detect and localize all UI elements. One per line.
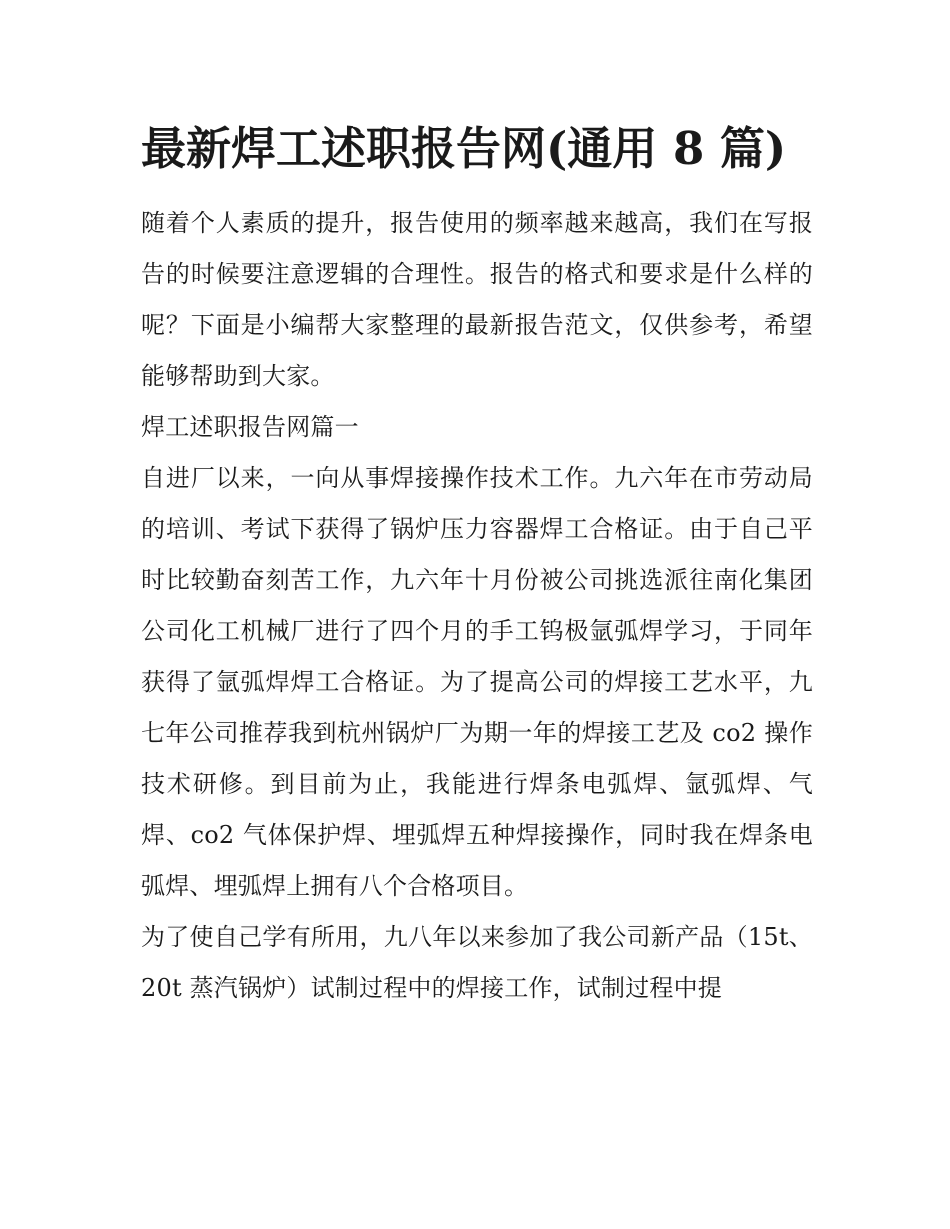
section-heading: 焊工述职报告网篇一 — [141, 413, 359, 441]
body-paragraph: 为了使自己学有所用，九八年以来参加了我公司新产品（15t、20t 蒸汽锅炉）试制过程中的焊接工作，试制过程中提 — [141, 923, 813, 1002]
intro-paragraph: 随着个人素质的提升，报告使用的频率越来越高，我们在写报告的时候要注意逻辑的合理性。报告的格式和要求是什么样的呢？下面是小编帮大家整理的最新报告范文，仅供参考，希望能够帮助到大家。 — [141, 209, 813, 390]
body-paragraph: 自进厂以来，一向从事焊接操作技术工作。九六年在市劳动局的培训、考试下获得了锅炉压力容器焊工合格证。由于自己平时比较勤奋刻苦工作，九六年十月份被公司挑选派往南化集团公司化工机械厂进行了四个月的手工钨极氩弧焊学习，于同年获得了氩弧焊焊工合格证。为了提高公司的焊接工艺水平，九七年公司推荐我到杭州锅炉厂为期一年的焊接工艺及 co2 操作技术研修。到目前为止，我能进行焊条电弧焊、氩弧焊、气焊、co2 气体保护焊、埋弧焊五种焊接操作，同时我在焊条电弧焊、埋弧焊上拥有八个合格项目。 — [141, 464, 813, 900]
document-body — [141, 112, 813, 1014]
document-title: 最新焊工述职报告网(通用 8 篇) — [141, 122, 787, 175]
